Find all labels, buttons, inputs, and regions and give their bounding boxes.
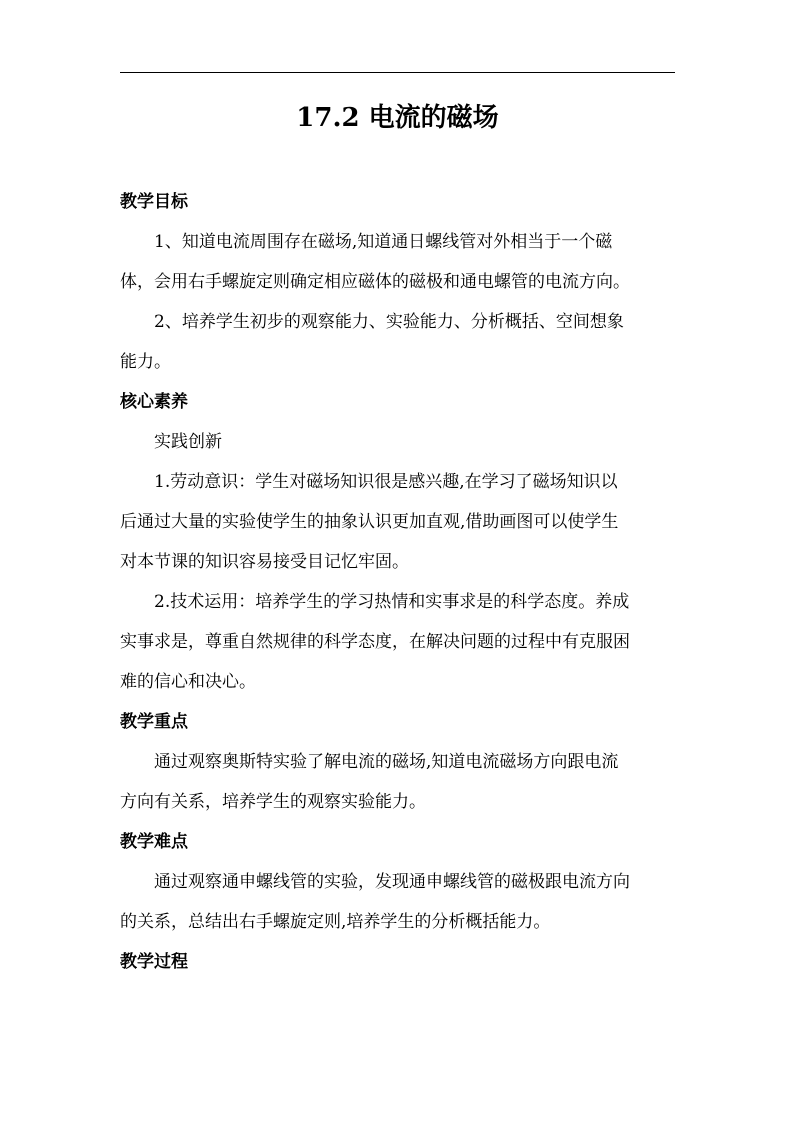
objectives-paragraph-2 xyxy=(120,302,675,382)
text-line: 2、培养学生初步的观察能力、实验能力、分析概括、空间想象 xyxy=(154,312,624,332)
core-competency-paragraph-2 xyxy=(120,582,675,702)
text-line: 的关系，总结出右手螺旋定则,培养学生的分析概括能力。 xyxy=(120,912,551,932)
text-line: 通过观察奥斯特实验了解电流的磁场,知道电流磁场方向跟电流 xyxy=(154,752,619,772)
section-heading-key-points: 教学重点 xyxy=(120,712,188,732)
text-line: 1、知道电流周围存在磁场,知道通日螺线管对外相当于一个磁 xyxy=(154,232,613,252)
section-heading-process: 教学过程 xyxy=(120,952,188,972)
text-line: 实践创新 xyxy=(154,432,222,452)
key-points-paragraph xyxy=(120,742,675,822)
text-line: 难的信心和决心。 xyxy=(120,672,256,692)
core-competency-subtitle xyxy=(120,422,675,462)
text-line: 能力。 xyxy=(120,352,171,372)
text-line: 1.劳动意识：学生对磁场知识很是感兴趣,在学习了磁场知识以 xyxy=(154,472,618,492)
document-page xyxy=(120,0,675,1122)
text-line: 通过观察通申螺线管的实验，发现通申螺线管的磁极跟电流方向 xyxy=(154,872,630,892)
section-heading-difficulties: 教学难点 xyxy=(120,832,188,852)
core-competency-paragraph-1 xyxy=(120,462,675,582)
difficulties-paragraph xyxy=(120,862,675,942)
section-heading-objectives: 教学目标 xyxy=(120,192,188,212)
document-body xyxy=(120,182,675,982)
text-line: 方向有关系，培养学生的观察实验能力。 xyxy=(120,792,426,812)
objectives-paragraph-1 xyxy=(120,222,675,302)
header-rule xyxy=(120,72,675,73)
text-line: 2.技术运用：培养学生的学习热情和实事求是的科学态度。养成 xyxy=(154,592,630,612)
text-line: 实事求是，尊重自然规律的科学态度，在解决问题的过程中有克服困 xyxy=(120,632,630,652)
text-line: 后通过大量的实验使学生的抽象认识更加直观,借助画图可以使学生 xyxy=(120,512,619,532)
document-title: 17.2 电流的磁场 xyxy=(296,103,499,133)
section-heading-core-competency: 核心素养 xyxy=(120,392,188,412)
text-line: 对本节课的知识容易接受目记忆牢固。 xyxy=(120,552,409,572)
text-line: 体，会用右手螺旋定则确定相应磁体的磁极和通电螺管的电流方向。 xyxy=(120,272,630,292)
